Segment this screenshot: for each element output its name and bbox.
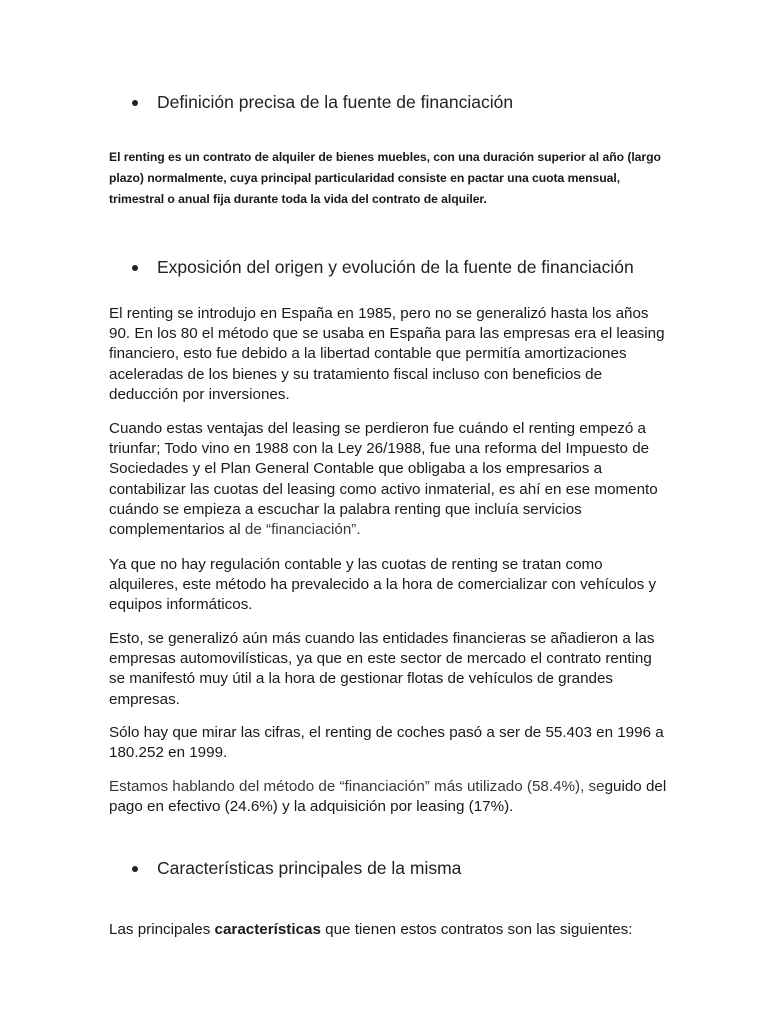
origin-paragraph-2-tail: de “financiación”. xyxy=(244,521,361,539)
origin-paragraph-2 xyxy=(109,419,669,540)
features-intro-paragraph xyxy=(109,920,669,940)
origin-paragraph-4: Esto, se generalizó aún más cuando las entidades financieras se añadieron a las empresas automovilísticas, ya que en este sector de mercado el contrato renting se manifestó muy útil a la hora de gestionar flotas de vehículos de grandes empresas. xyxy=(109,630,655,708)
origin-paragraph-2-main: Cuando estas ventajas del leasing se perdieron fue cuándo el renting empezó a triunfar; Todo vino en 1988 con la Ley 26/1988, fue una reforma del Impuesto de Sociedades y el Plan General Contable que obligaba a los empresarios a contabilizar las cuotas del leasing como activo inmaterial, es ahí en ese momento cuándo se empieza a escuchar la palabra renting que incluía servicios complementarios al xyxy=(109,420,658,539)
features-intro-post: que tienen estos contratos son las siguientes: xyxy=(320,921,633,938)
bullet-icon xyxy=(132,866,138,872)
origin-paragraph-3: Ya que no hay regulación contable y las cuotas de renting se tratan como alquileres, este método ha prevalecido a la hora de comercializar con vehículos y equipos informáticos. xyxy=(109,556,657,614)
definition-paragraph: El renting es un contrato de alquiler de bienes muebles, con una duración superior al año (largo plazo) normalmente, cuya principal particularidad consiste en pactar una cuota mensual, trimestral o anual fija durante toda la vida del contrato de alquiler. xyxy=(109,150,661,206)
section-heading-features xyxy=(132,858,462,879)
section-heading-text: Definición precisa de la fuente de financiación xyxy=(157,92,514,112)
section-heading-text: Exposición del origen y evolución de la fuente de financiación xyxy=(157,257,634,277)
origin-paragraph-6-rest: guido del pago en efectivo (24.6%) y la adquisición por leasing (17%). xyxy=(109,778,667,816)
features-intro-bold: características xyxy=(214,921,321,938)
section-heading-definition xyxy=(132,92,514,113)
section-heading-origin xyxy=(132,257,634,278)
section-heading-text: Características principales de la misma xyxy=(157,858,462,878)
origin-paragraph-5: Sólo hay que mirar las cifras, el renting de coches pasó a ser de 55.403 en 1996 a 180.252 en 1999. xyxy=(109,724,664,762)
features-intro-pre: Las principales xyxy=(109,921,215,938)
origin-paragraph-6-head: Estamos hablando del método de “financiación” más utilizado (58.4%), se xyxy=(109,778,605,795)
bullet-icon xyxy=(132,100,138,106)
origin-paragraph-1: El renting se introdujo en España en 1985, pero no se generalizó hasta los años 90. En los 80 el método que se usaba en España para las empresas era el leasing financiero, esto fue debido a la libertad contable que permitía amortizaciones aceleradas de los bienes y su tratamiento fiscal incluso con beneficios de deducción por inversiones. xyxy=(109,305,665,403)
origin-paragraph-6 xyxy=(109,777,669,817)
bullet-icon xyxy=(132,265,138,271)
